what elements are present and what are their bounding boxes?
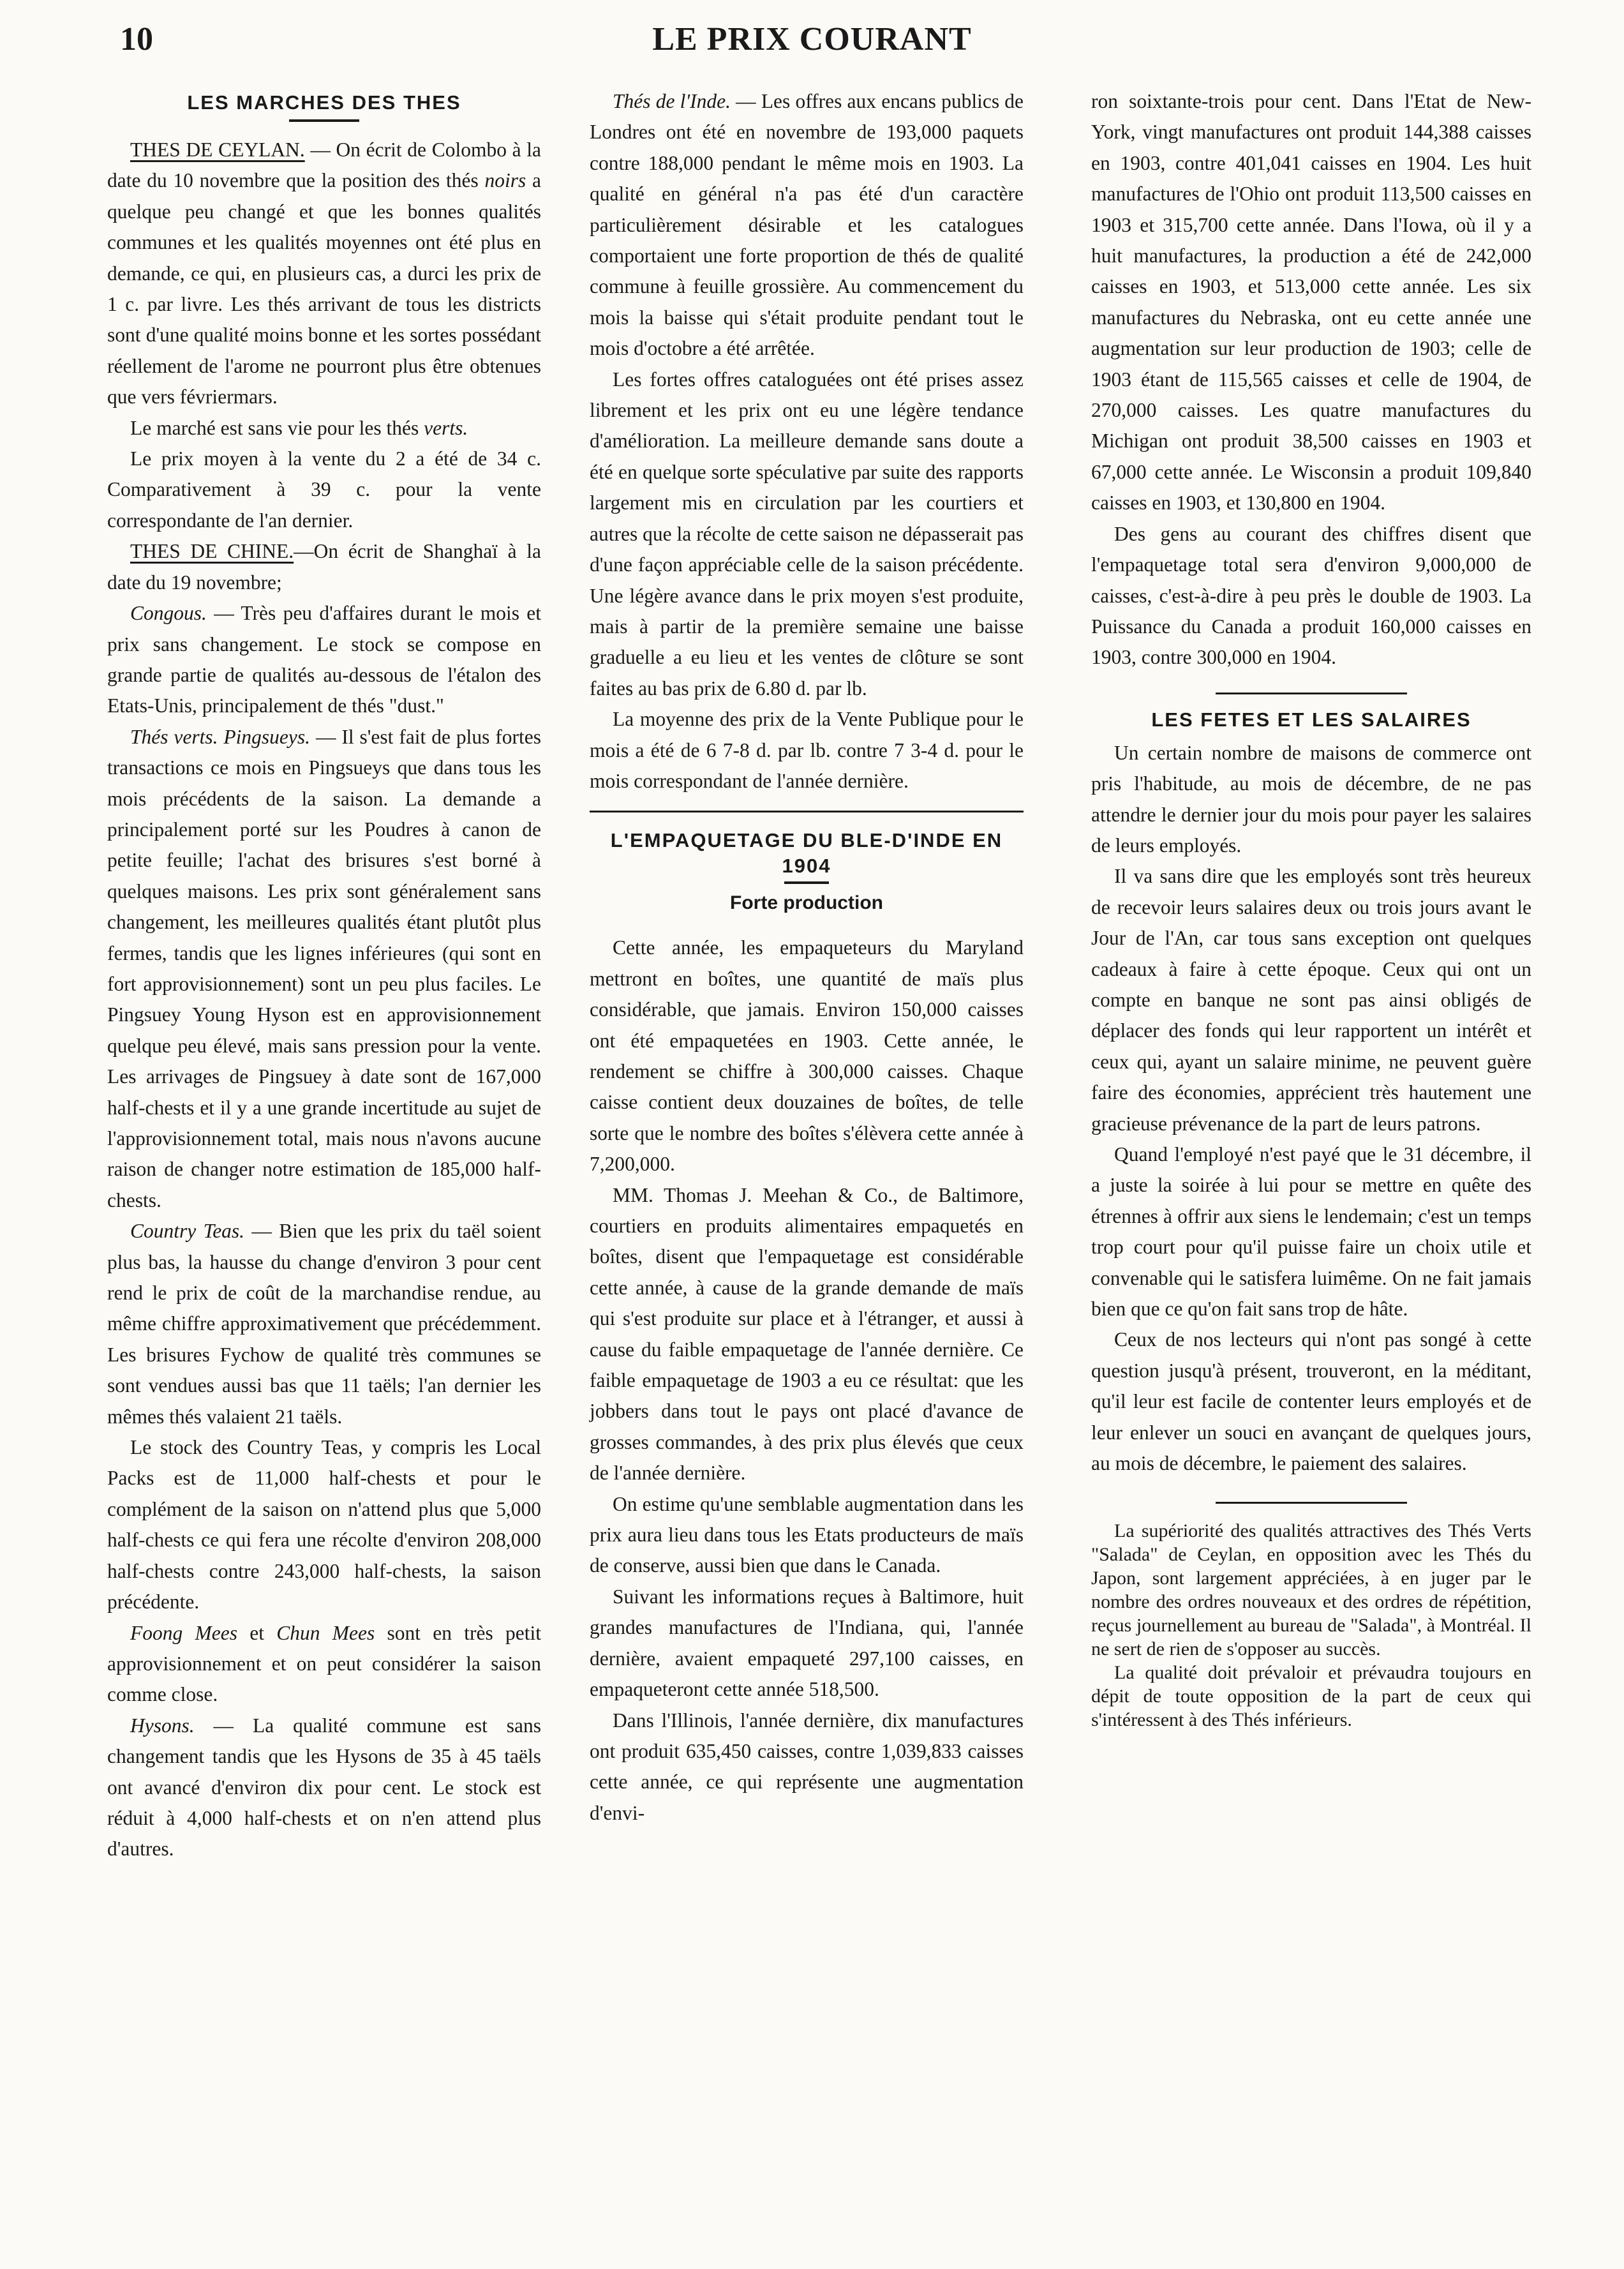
estimate-paragraph: On estime qu'une semblable augmentation dans les prix aura lieu dans tous les Etats producteurs de maïs de conserve, aussi bien que dans le Canada.	[590, 1492, 1024, 1577]
india-tea-paragraph: Thés de l'Inde. — Les offres aux encans publics de Londres ont été en novembre de 193,000 paquets contre 188,000 pendant le même mois en 1903. La qualité en général n'a pas été d'un caractère particulièrement désirable et les catalogues comportaient une forte proportion de thés de qualité commune à feuille grossière. Au commencement du mois la baisse qui s'était produite pendant tout le mois d'octobre a été arrêtée.	[590, 90, 1024, 360]
corn-packing-heading: L'EMPAQUETAGE DU BLE-D'INDE EN 1904	[610, 829, 1003, 878]
salaries-intro-paragraph: Un certain nombre de maisons de commerce ont pris l'habitude, au mois de décembre, de ne pas attendre le dernier jour du mois pour payer les salaires de leurs employés.	[1091, 741, 1531, 857]
salada-paragraph: La supériorité des qualités attractives des Thés Verts "Salada" de Ceylan, en opposition avec les Thés du Japon, sont largement appréciées, à en juger par le nombre des ordres nouveaux et des ordres de répétition, reçus journellement au bureau de "Salada", à Montréal. Il ne sert de rien de s'opposer au succès.	[1091, 1520, 1531, 1660]
indiana-paragraph: Suivant les informations reçues à Baltimore, huit grandes manufactures de l'Indiana, qui, l'année dernière, avaient empaqueté 297,100 caisses, en empaqueteront cette année 518,500.	[590, 1585, 1024, 1701]
maryland-paragraph: Cette année, les empaqueteurs du Maryland mettront en boîtes, une quantité de maïs plus considérable, que jamais. Environ 150,000 caisses ont été empaquetées en 1903. Cette année, le rendement se chiffre à 300,000 caisses. Chaque caisse contient deux douzaines de boîtes, de telle sorte que le nombre des boîtes s'élèvera cette année à 7,200,000.	[590, 936, 1024, 1176]
chine-paragraph: THES DE CHINE.—On écrit de Shanghaï à la date du 19 novembre;	[107, 540, 541, 594]
catalogued-offers-paragraph: Les fortes offres cataloguées ont été prises assez librement et les prix ont eu une légère tendance d'amélioration. La meilleure demande sans doute a été en quelque sorte spéculative par suite des rapports largement mis en circulation par les courtiers et autres que la récolte de cette saison ne dépasserait pas d'une façon appréciable celle de la saison précédente. Une légère avance dans le prix moyen s'est produite, mais à partir de la première semaine une baisse graduelle a eu lieu et les ventes de clôture se sont faites au bas prix de 6.80 d. par lb.	[590, 368, 1024, 700]
meehan-paragraph: MM. Thomas J. Meehan & Co., de Baltimore, courtiers en produits alimentaires empaquetés en boîtes, disent que l'empaquetage est considérable cette année, à cause de la grande demande de maïs qui s'est produite sur place et à l'étranger, et aussi à cause du faible empaquetage de l'année dernière. Ce faible empaquetage de 1903 a eu ce résultat: que les jobbers dans tout le pays ont placé d'avance de grosses commandes, à des prix plus élevés que ceux de l'année dernière.	[590, 1183, 1024, 1485]
heading-rule	[784, 881, 829, 884]
column-right	[1091, 86, 1531, 1732]
congous-paragraph: Congous. — Très peu d'affaires durant le mois et prix sans changement. Le stock se compose en grande partie de qualités au-dessous de l'étalon des Etats-Unis, principalement de thés "dust."	[107, 602, 541, 717]
column-left	[107, 86, 541, 1865]
fetes-salaires-heading: LES FETES ET LES SALAIRES	[1151, 708, 1471, 731]
average-sale-paragraph: La moyenne des prix de la Vente Publique pour le mois a été de 6 7-8 d. par lb. contre 7 3-4 d. pour le mois correspondant de l'année dernière.	[590, 708, 1024, 792]
readers-paragraph: Ceux de nos lecteurs qui n'ont pas songé à cette question jusqu'à présent, trouveront, en la méditant, qu'il leur est facile de contenter leurs employés et de leur enlever un souci en avançant de quelques jours, au mois de décembre, le paiement des salaires.	[1091, 1328, 1531, 1475]
quality-paragraph: La qualité doit prévaloir et prévaudra toujours en dépit de toute opposition de la part de ceux qui s'intéressent à des Thés inférieurs.	[1091, 1662, 1531, 1731]
foong-mees-paragraph: Foong Mees et Chun Mees sont en très petit approvisionnement et on peut considérer la saison comme close.	[107, 1621, 541, 1706]
december-paragraph: Quand l'employé n'est payé que le 31 décembre, il a juste la soirée à lui pour se mettre en quête des étrennes à offrir aux siens le lendemain; c'est un temps trop court pour qu'il puisse faire un choix utile et convenable qui le satisfera luimême. On ne fait jamais bien que ce qu'on fait sans trop de hâte.	[1091, 1143, 1531, 1321]
states-production-paragraph: ron soixtante-trois pour cent. Dans l'Etat de New-York, vingt manufactures ont produit 144,388 caisses en 1903, contre 401,041 caisses en 1904. Les huit manufactures de l'Ohio ont produit 113,500 caisses en 1903 et 315,700 cette année. Dans l'Iowa, où il y a huit manufactures, la production a été de 242,000 caisses en 1903, et 513,000 cette année. Les six manufactures du Nebraska, ont eu cette année une augmentation sur leur production de 1903; celle de 1903 étant de 115,565 caisses et celle de 1904, de 270,000 caisses. Les quatre manufactures du Michigan ont produit 38,500 caisses en 1903 et 67,000 cette année. Le Wisconsin a produit 109,840 caisses en 1903, et 130,800 en 1904.	[1091, 90, 1531, 514]
section-rule	[1216, 1502, 1407, 1504]
page-number: 10	[120, 21, 153, 57]
section-rule	[590, 811, 1024, 812]
tea-markets-heading: LES MARCHES DES THES	[187, 91, 461, 114]
heading-rule	[289, 119, 359, 122]
green-tea-paragraph: Le marché est sans vie pour les thés verts.	[130, 416, 468, 439]
total-packing-paragraph: Des gens au courant des chiffres disent que l'empaquetage total sera d'environ 9,000,000 de caisses, c'est-à-dire à peu près le double de 1903. La Puissance du Canada a produit 160,000 caisses en 1903, contre 300,000 en 1904.	[1091, 522, 1531, 669]
country-teas-paragraph: Country Teas. — Bien que les prix du taël soient plus bas, la hausse du change d'environ 3 pour cent rend le prix de coût de la marchandise rendue, au même chiffre approximativement que précédemment. Les brisures Fychow de qualité très communes se sont vendues aussi bas que 11 taëls; l'an dernier les mêmes thés valaient 21 taëls.	[107, 1220, 541, 1428]
stock-paragraph: Le stock des Country Teas, y compris les Local Packs est de 11,000 half-chests et pour le complément de la saison on n'attend plus que 5,000 half-chests ce qui fera une récolte d'environ 208,000 half-chests contre 243,000 half-chests, la saison précédente.	[107, 1436, 541, 1614]
journal-title: LE PRIX COURANT	[652, 21, 972, 57]
average-price-paragraph: Le prix moyen à la vente du 2 a été de 34 c. Comparativement à 39 c. pour la vente correspondante de l'an dernier.	[107, 447, 541, 532]
column-middle	[590, 86, 1024, 1829]
hysons-paragraph: Hysons. — La qualité commune est sans changement tandis que les Hysons de 35 à 45 taëls ont avancé d'environ dix pour cent. Le stock est réduit à 4,000 half-chests et on n'en attend plus d'autres.	[107, 1714, 541, 1861]
section-rule	[1216, 693, 1407, 694]
employees-paragraph: Il va sans dire que les employés sont très heureux de recevoir leurs salaires deux ou trois jours avant le Jour de l'An, car tous sans exception ont quelques cadeaux à faire à cette époque. Ceux qui ont un compte en banque ne sont pas ainsi obligés de déplacer des fonds qui leur rapportent un intérêt et ceux qui, ayant un salaire minime, ne peuvent guère faire des économies, apprécient très hautement une gracieuse prévenance de la part de leurs patrons.	[1091, 865, 1531, 1135]
ceylan-paragraph: THES DE CEYLAN. — On écrit de Colombo à la date du 10 novembre que la position des thés noirs a quelque peu changé et que les bonnes qualités communes et les qualités moyennes ont été plus en demande, ce qui, en plusieurs cas, a durci les prix de 1 c. par livre. Les thés arrivant de tous les districts sont d'une qualité moins bonne et les sortes possédant réellement de l'arome ne pourront plus être obtenues que vers févriermars.	[107, 139, 541, 408]
pingsueys-paragraph: Thés verts. Pingsueys. — Il s'est fait de plus fortes transactions ce mois en Pingsueys que dans tous les mois précédents de la saison. La demande a principalement porté sur les Poudres à canon de petite feuille; l'achat des brisures s'est borné à quelques maisons. Les prix sont généralement sans changement, les meilleures qualités étant plutôt plus fermes, tandis que les lignes inférieures (qui sont en fort approvisionnement) sont un peu plus faciles. Le Pingsuey Young Hyson est en approvisionnement quelque peu élevé, mais sans pression pour la vente. Les arrivages de Pingsuey à date sont de 167,000 half-chests et il y a une grande incertitude au sujet de l'approvisionnement total, mais nous n'avons aucune raison de changer notre estimation de 185,000 half-chests.	[107, 725, 541, 1211]
salada-notice	[1091, 1519, 1531, 1732]
illinois-paragraph: Dans l'Illinois, l'année dernière, dix manufactures ont produit 635,450 caisses, contre 1,039,833 caisses cette année, ce qui représente une augmentation d'envi-	[590, 1709, 1024, 1824]
corn-packing-subheading: Forte production	[730, 892, 883, 914]
